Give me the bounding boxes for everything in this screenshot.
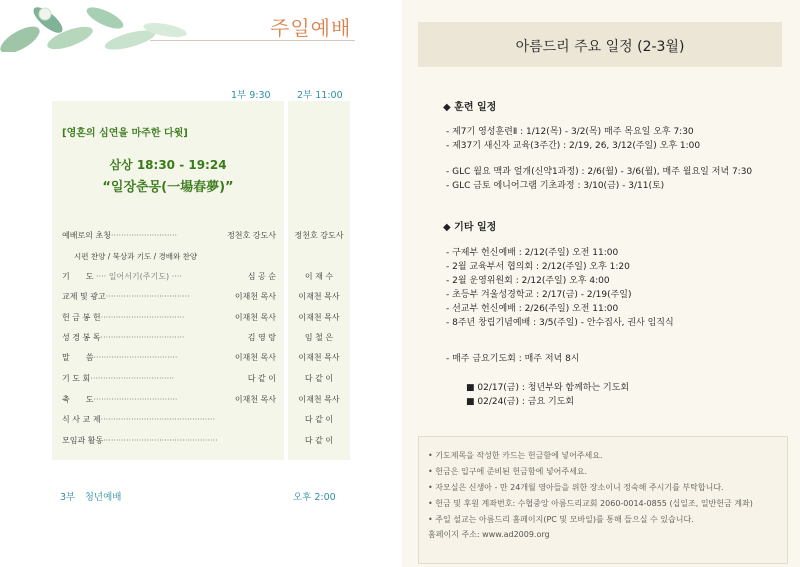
program-row [62, 414, 280, 425]
page-title: 주일예배 [270, 16, 352, 40]
program-value: 이재천 목사 [234, 292, 276, 301]
program-label: 교제 및 광고 [62, 292, 106, 301]
program-row [62, 332, 280, 343]
program-value: 이재천 목사 [234, 353, 276, 362]
service2-time: 2부 11:00 [297, 90, 343, 101]
program-value: 김 영 랑 [247, 333, 276, 342]
program-row [62, 394, 280, 405]
sermon-heading: [영혼의 심연을 마주한 다윗] [62, 128, 188, 139]
program-side-value: 임 철 은 [304, 333, 334, 342]
program-row [62, 230, 280, 241]
training-item: - 제7기 영성훈련Ⅱ : 1/12(목) - 3/2(목) 매주 목요일 오후 7:30 [446, 127, 694, 137]
leaf-decoration-icon [0, 0, 230, 52]
program-side-value: 다 같 이 [304, 374, 334, 383]
program-value: 정천호 강도사 [227, 231, 276, 240]
program-row [62, 291, 280, 302]
program-side-value: 다 같 이 [304, 415, 334, 424]
friday-prayer: - 매주 금요기도회 : 매주 저녁 8시 [446, 354, 580, 364]
program-leader-dots: ·························· [110, 231, 178, 240]
program-row [62, 435, 280, 446]
service3-label: 3부 청년예배 [60, 492, 122, 503]
program-subitems: 시편 찬양 / 묵상과 기도 / 경배와 찬양 [74, 252, 198, 261]
notice-item: • 기도제목을 작성한 카드는 헌금함에 넣어주세요. [428, 451, 603, 460]
training-item: - GLC 금토 에니어그램 기초과정 : 3/10(금) - 3/11(토) [446, 181, 665, 191]
other-item: - 초등부 겨울성경학교 : 2/17(금) - 2/19(주일) [446, 290, 632, 300]
program-leader-dots: ································· [100, 313, 185, 322]
program-leader-dots: ···· 일어서기(주기도) ···· [93, 272, 182, 281]
program-value: 이재천 목사 [234, 395, 276, 404]
program-row [62, 352, 280, 363]
notice-item: • 자모실은 신생아 - 만 24개월 영아들을 위한 장소이니 정숙해 주시기를 부탁합니다. [428, 483, 724, 492]
program-row [62, 373, 280, 384]
program-label: 모임과 활동 [62, 436, 104, 445]
program-leader-dots: ································· [93, 353, 178, 362]
program-side-value: 다 같 이 [304, 436, 334, 445]
notice-item: 홈페이지 주소: www.ad2009.org [428, 530, 550, 539]
notice-item: • 헌금은 입구에 준비된 헌금함에 넣어주세요. [428, 467, 588, 476]
program-side-value: 이재천 목사 [298, 313, 340, 322]
program-leader-dots: ································· [105, 292, 190, 301]
other-item: - 2월 교육부서 협의회 : 2/12(주일) 오후 1:20 [446, 262, 630, 272]
notice-item: • 주일 설교는 아름드리 홈페이지(PC 및 모바일)를 통해 들으실 수 있습니다. [428, 515, 694, 524]
program-side-value: 이재천 목사 [298, 395, 340, 404]
training-item: - GLC 월요 맥과 얼개(신약1과정) : 2/6(월) - 3/6(월), 매주 월요일 저녁 7:30 [446, 167, 753, 177]
program-value: 이재천 목사 [234, 313, 276, 322]
program-label: 기 도 회 [62, 374, 91, 383]
program-side-value: 정천호 강도사 [294, 231, 344, 240]
program-leader-dots: ································· [93, 395, 178, 404]
program-value: 심 공 순 [247, 272, 276, 281]
program-leader-dots: ································· [90, 374, 175, 383]
program-leader-dots: ································· [100, 333, 185, 342]
service3-time: 오후 2:00 [293, 492, 336, 503]
schedule-title: 아름드리 주요 일정 (2-3월) [515, 39, 685, 55]
other-item: - 선교부 헌신예배 : 2/26(주일) 오전 11:00 [446, 304, 619, 314]
program-row [62, 312, 280, 323]
friday-item: ■ 02/24(금) : 금요 기도회 [466, 397, 575, 407]
title-divider [150, 40, 355, 41]
other-item: - 2월 운영위원회 : 2/12(주일) 오후 4:00 [446, 276, 610, 286]
program-side-value: 이재천 목사 [298, 353, 340, 362]
friday-item: ■ 02/17(금) : 청년부와 함께하는 기도회 [466, 383, 630, 393]
training-heading: ◆ 훈련 일정 [443, 102, 497, 113]
program-side-value: 이 재 수 [304, 272, 334, 281]
program-label: 예배로의 초청 [62, 231, 111, 240]
training-item: - 제37기 새신자 교육(3주간) : 2/19, 26, 3/12(주일) 오후 1:00 [446, 141, 701, 151]
program-label: 성 경 봉 독 [62, 333, 101, 342]
program-leader-dots: ············································· [103, 436, 218, 445]
program-label: 기 도 [62, 272, 94, 281]
program-leader-dots: ············································· [100, 415, 215, 424]
program-label: 말 씀 [62, 353, 94, 362]
program-row [62, 271, 280, 282]
program-side-value: 이재천 목사 [298, 292, 340, 301]
other-item: - 8주년 창립기념예배 : 3/5(주일) - 안수집사, 권사 임직식 [446, 318, 674, 328]
program-value: 다 같 이 [247, 374, 276, 383]
other-heading: ◆ 기타 일정 [443, 222, 497, 233]
program-label: 헌 금 봉 헌 [62, 313, 101, 322]
notice-item: • 헌금 및 후원 계좌번호: 수협중앙 아름드리교회 2060-0014-0855 (십일조, 일반헌금 계좌) [428, 499, 753, 508]
sermon-title: “일장춘몽(一場春夢)” [102, 180, 234, 195]
other-item: - 구제부 헌신예배 : 2/12(주일) 오전 11:00 [446, 248, 619, 258]
program-label: 식 사 교 제 [62, 415, 101, 424]
service1-time: 1부 9:30 [231, 90, 271, 101]
sermon-scripture: 삼상 18:30 - 19:24 [109, 158, 227, 172]
program-label: 축 도 [62, 395, 94, 404]
